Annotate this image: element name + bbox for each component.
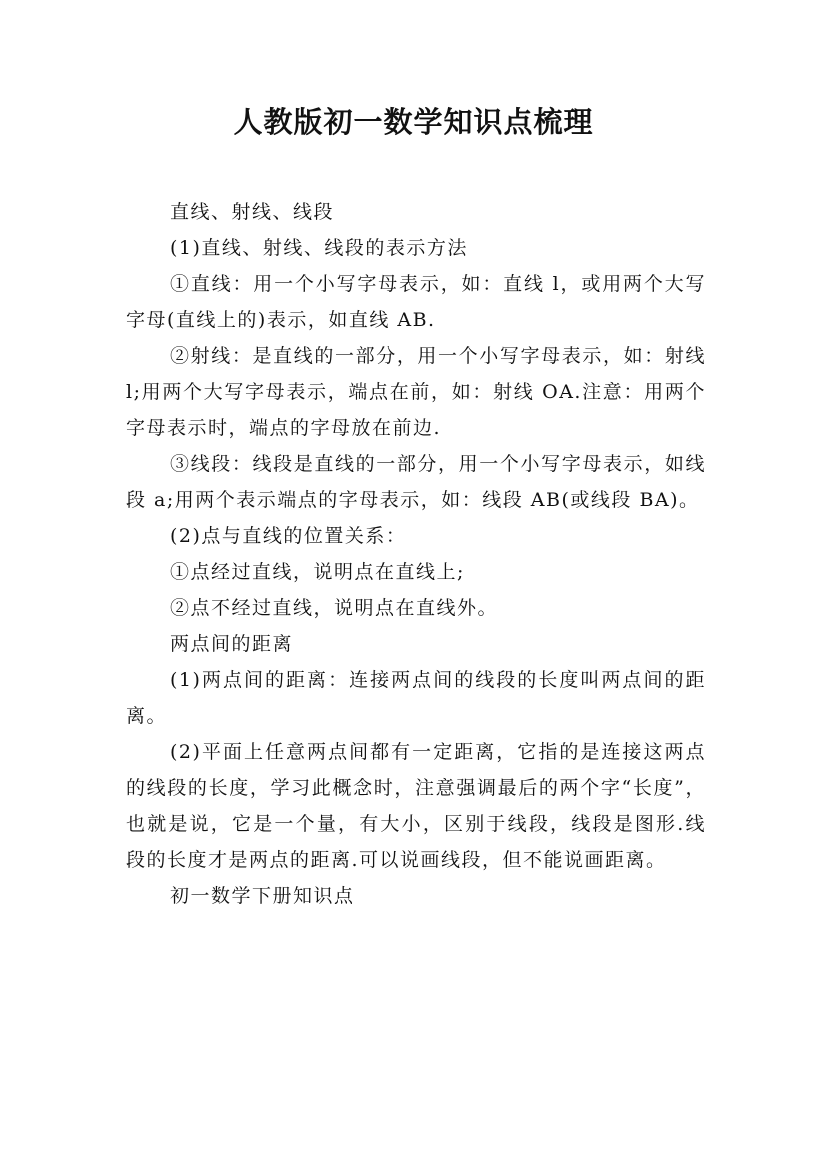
section-heading-distance: 两点间的距离 [170,633,294,655]
paragraph-ray: ②射线：是直线的一部分，用一个小写字母表示，如：射线 l;用两个大写字母表示，端点在前，如：射线 OA.注意：用两个字母表示时，端点的字母放在前边. [126,345,706,439]
paragraph-point-off-line: ②点不经过直线，说明点在直线外。 [170,597,499,619]
paragraph-point-on-line: ①点经过直线，说明点在直线上; [170,561,465,583]
subheading-point-line-relation: (2)点与直线的位置关系： [170,525,407,547]
section-heading-grade7-second-term: 初一数学下册知识点 [170,885,355,907]
subheading-representation: (1)直线、射线、线段的表示方法 [170,237,468,259]
document-title: 人教版初一数学知识点梳理 [233,105,594,139]
paragraph-distance-explanation: (2)平面上任意两点间都有一定距离，它指的是连接这两点的线段的长度，学习此概念时，注意强调最后的两个字“长度”，也就是说，它是一个量，有大小，区别于线段，线段是图形.线段的长度才是两点的距离.可以说画线段，但不能说画距离。 [126,741,706,871]
paragraph-line: ①直线：用一个小写字母表示，如：直线 l，或用两个大写字母(直线上的)表示，如直线 AB. [126,273,706,331]
paragraph-segment: ③线段：线段是直线的一部分，用一个小写字母表示，如线段 a;用两个表示端点的字母表示，如：线段 AB(或线段 BA)。 [126,453,706,511]
paragraph-distance-definition: (1)两点间的距离：连接两点间的线段的长度叫两点间的距离。 [126,669,706,727]
document-body [126,194,706,914]
section-heading-lines: 直线、射线、线段 [170,201,335,223]
